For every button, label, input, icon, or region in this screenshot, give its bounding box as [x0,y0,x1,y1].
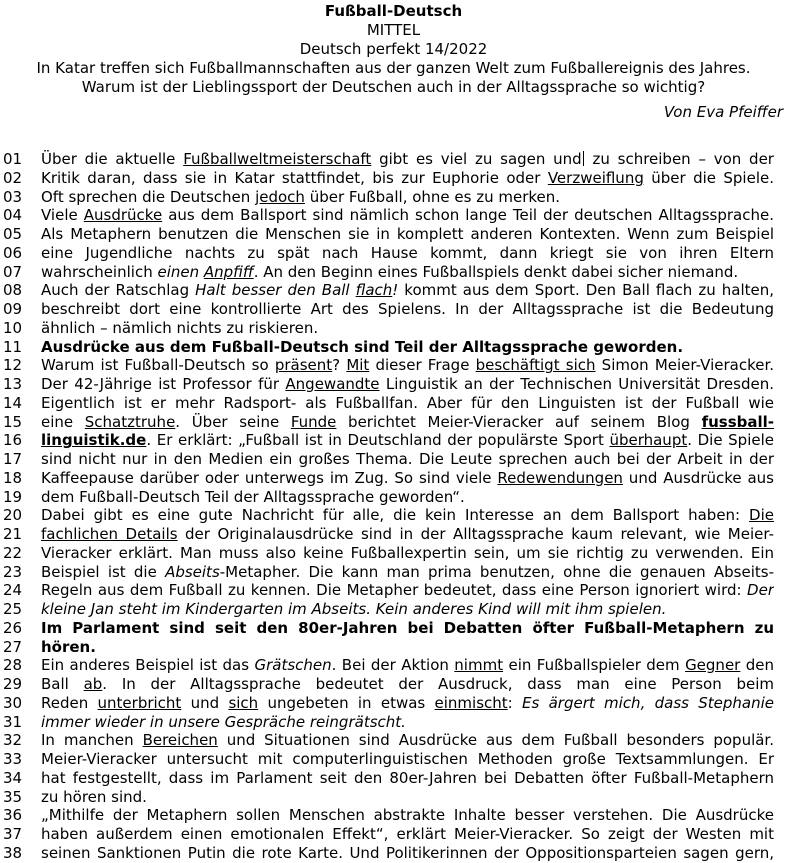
text-segment: Bereichen [142,731,218,750]
line-number: 26 [3,618,23,637]
text-segment: berichtet Meier-Vieracker auf seinem Blog [336,412,702,431]
line-number: 02 [3,168,23,187]
line-number: 29 [3,675,23,693]
line-text [41,825,774,844]
line-number: 08 [3,281,23,300]
line-number: 11 [3,337,23,356]
line-number: 05 [3,225,23,243]
text-segment: Warum ist Fußball-Deutsch so [41,356,275,375]
text-segment: hören. [41,637,96,656]
text-segment: fachlichen Details [41,525,178,543]
line-text [41,525,774,544]
line-number: 33 [3,750,23,768]
line-text [41,375,774,394]
text-line [0,713,787,732]
line-number: 01 [3,150,23,168]
text-line [0,300,787,319]
text-line [0,225,787,244]
text-segment: zu schreiben – von der [584,150,774,168]
line-text [41,225,774,244]
text-segment: Ausdrücke aus dem Fußball-Deutsch sind Teil der Alltagssprache geworden. [41,337,684,356]
article-title: Fußball-Deutsch [324,2,463,20]
text-cursor [583,151,584,166]
line-text [41,450,774,469]
text-segment: Angewandte [285,375,380,393]
text-segment: seinen Sanktionen Putin die rote Karte. Und Politikerinnen der Oppositionsparteien sagen gern, [41,843,774,862]
line-text [41,244,774,263]
text-segment: aus dem Ballsport sind nämlich schon lange Teil der deutschen Alltagssprache. [162,206,774,225]
line-number: 21 [3,525,23,543]
text-line [0,319,787,338]
text-segment: zu hören sind. [41,787,147,806]
text-segment: dem Fußball-Deutsch Teil der Alltagssprache geworden“. [41,487,465,506]
line-text [41,469,774,488]
line-number: 17 [3,450,23,468]
text-line [0,544,787,563]
text-segment: überhaupt [609,431,688,450]
text-segment: ? [332,356,347,375]
line-text [41,769,774,788]
text-line [0,488,787,507]
text-segment: der Originalausdrücke sind in der Alltagssprache kaum relevant, wie Meier- [177,525,774,543]
line-text [41,431,774,450]
text-line [0,788,787,807]
text-segment: linguistik.de [41,431,147,450]
text-segment: . Über seine [175,412,291,431]
text-line [0,281,787,300]
text-line [0,600,787,619]
line-number: 16 [3,431,23,450]
text-line [0,694,787,713]
text-segment: . Die Spiele [687,431,774,450]
text-line [0,619,787,638]
line-text [41,319,774,338]
text-segment: Ein anderes Beispiel ist das [41,656,255,675]
text-segment: Oft sprechen die Deutschen [41,187,256,206]
line-number: 20 [3,506,23,525]
text-segment: Linguistik an der Technischen Universität Dresden. [379,375,774,393]
text-segment: Funde [290,412,337,431]
text-line [0,769,787,788]
line-text [41,206,774,225]
line-number: 38 [3,843,23,862]
text-line [0,825,787,844]
line-text [41,806,774,825]
line-number: 37 [3,825,23,843]
text-segment: kommt aus dem Sport. Den Ball flach zu halten, [398,281,774,300]
line-number: 30 [3,693,23,712]
text-segment: fussball- [701,412,774,431]
line-number: 23 [3,562,23,581]
text-segment: unterbricht [97,693,182,712]
text-segment: Simon Meier-Vieracker. [595,356,774,375]
text-segment: Es ärgert mich, dass Stephanie [522,693,774,712]
text-segment: immer wieder in unsere Gespräche reingrätscht. [41,712,406,731]
text-line [0,675,787,694]
text-line [0,638,787,657]
text-line [0,525,787,544]
line-text [41,694,774,713]
text-segment: Eigentlich ist er mehr Radsport- als Fußballfan. Aber für den Linguisten ist der Fußball wie [41,393,774,412]
text-segment: sich [228,693,259,712]
text-segment: einmischt [434,693,508,712]
line-number: 04 [3,206,23,225]
text-segment: Abseits [165,562,220,581]
line-text [41,638,774,657]
text-segment: „Mithilfe der Metaphern sollen Menschen abstrakte Inhalte besser verstehen. Die Ausdrücke [41,806,774,825]
line-number: 36 [3,806,23,825]
text-segment: präsent [274,356,333,375]
text-segment: Kaffeepause darüber oder unterwegs im Zug. So sind viele [41,468,498,487]
lead-line-1: In Katar treffen sich Fußballmannschaften aus der ganzen Welt zum Fußballereignis des Jahres. [36,59,751,77]
line-number: 28 [3,656,23,675]
text-line [0,263,787,282]
line-number: 19 [3,487,23,506]
article-header [0,0,787,97]
text-line [0,656,787,675]
text-segment: Redewendungen [497,468,623,487]
text-segment: und Situationen sind Ausdrücke aus dem Fußball besonders populär. [217,731,774,750]
line-text [41,581,774,600]
line-text [41,281,774,300]
text-segment: über die Spiele. [643,168,774,187]
text-segment: Der 42-Jährige ist Professor für [41,375,286,393]
text-segment: Beispiel ist die [41,562,166,581]
line-text [41,731,774,750]
text-segment: gibt es viel zu sagen und [371,150,582,168]
article-body [0,150,787,863]
line-number: 35 [3,787,23,806]
text-line [0,731,787,750]
line-number: 27 [3,637,23,656]
line-text [41,600,774,619]
text-segment: Reden [41,693,98,712]
text-segment: In manchen [41,731,143,750]
line-text [41,713,774,732]
text-segment: Halt besser den Ball [195,281,356,300]
author-byline: Von Eva Pfeiffer [663,103,783,121]
text-line [0,206,787,225]
line-number: 12 [3,356,23,375]
text-segment: sind nicht nur in den Medien ein großes Thema. Die Leute sprechen auch bei der Arbeit in der [41,450,774,468]
line-text [41,750,774,769]
text-line [0,750,787,769]
text-line [0,581,787,600]
text-line [0,431,787,450]
text-segment: beschäftigt sich [475,356,596,375]
text-segment: Im Parlament sind seit den 80er-Jahren bei Debatten öfter Fußball-Metaphern zu [41,618,774,637]
text-segment: Die [749,506,774,525]
text-line [0,563,787,582]
line-text [41,563,774,582]
text-segment: haben außerdem einen emotionalen Effekt“, erklärt Meier-Vieracker. So zeigt der Westen mit [41,825,774,843]
source-label: Deutsch perfekt 14/2022 [299,40,488,58]
text-segment: beschreibt dort eine kontrollierte Art des Spielens. In der Alltagssprache ist die Bedeutung [41,300,774,318]
line-number: 24 [3,581,23,600]
line-text [41,506,774,525]
line-number: 10 [3,318,23,337]
text-segment: . An den Beginn eines Fußballspiels denkt dabei sicher niemand. [253,262,739,281]
text-segment: und [181,693,229,712]
line-number: 15 [3,412,23,431]
text-segment: dieser Frage [369,356,476,375]
text-line [0,150,787,169]
text-segment: Gegner [685,656,741,675]
text-segment: ein Fußballspieler dem [503,656,686,675]
line-number: 09 [3,300,23,318]
line-number: 06 [3,243,23,262]
line-number: 32 [3,731,23,750]
text-segment: eine Jugendliche nachts zu spät nach Hause kommt, dann kriegt sie von ihren Eltern [41,243,774,262]
line-text [41,413,774,432]
line-text [41,263,774,282]
text-segment: . In der Alltagssprache bedeutet der Ausdruck, dass man eine Person beim [102,675,774,693]
line-text [41,488,774,507]
text-segment: -Metapher. Die kann man prima benutzen, ohne die genauen Abseits- [219,562,774,581]
text-segment: Der [747,581,774,600]
line-number: 22 [3,543,23,562]
text-line [0,394,787,413]
text-segment: kleine Jan steht im Kindergarten im Abseits. Kein anderes Kind will mit ihm spielen. [41,600,667,618]
text-line [0,356,787,375]
text-segment: eine [41,412,85,431]
text-segment: Grätschen [254,656,332,675]
line-number: 31 [3,712,23,731]
text-line [0,469,787,488]
line-text [41,356,774,375]
text-segment: einen [157,262,204,281]
line-text [41,394,774,413]
text-segment: Meier-Vieracker untersucht mit computerlinguistischen Methoden große Textsammlungen. Er [41,750,774,768]
text-segment: ab [83,675,103,693]
text-segment: über Fußball, ohne es zu merken. [304,187,561,206]
text-segment: Mit [346,356,370,375]
text-segment: : [507,693,523,712]
text-segment: ähnlich – nämlich nichts zu riskieren. [41,318,319,337]
text-line [0,506,787,525]
line-number: 03 [3,187,23,206]
text-line [0,806,787,825]
line-text [41,188,774,207]
text-segment: flach [355,281,393,300]
line-text [41,300,774,319]
line-text [41,544,774,563]
lead-line-2: Warum ist der Lieblingssport der Deutschen auch in der Alltagssprache so wichtig? [81,78,706,96]
text-segment: und Ausdrücke aus [622,468,774,487]
text-line [0,450,787,469]
line-text [41,619,774,638]
line-number: 13 [3,375,23,393]
text-segment: Ball [41,675,84,693]
text-segment: Viele [41,206,84,225]
text-segment: Als Metaphern benutzen die Menschen sie in komplett anderen Kontexten. Wenn zum Beispiel [41,225,774,243]
line-text [41,844,774,863]
line-text [41,675,774,694]
text-segment: Kritik daran, dass sie in Katar stattfindet, bis zur Euphorie oder [41,168,548,187]
text-segment: ! [392,281,399,300]
text-segment: Vieracker erklärt. Man muss also keine Fußballexpertin sein, um sie richtig zu verwenden. Ein [41,543,774,562]
text-line [0,375,787,394]
text-segment: ungebeten in etwas [258,693,435,712]
line-number: 14 [3,393,23,412]
text-line [0,169,787,188]
line-number: 34 [3,768,23,787]
text-segment: . Bei der Aktion [331,656,455,675]
text-segment: Anpfiff [203,262,254,281]
text-segment: Schatztruhe [84,412,176,431]
text-line [0,244,787,263]
text-segment: wahrscheinlich [41,262,158,281]
line-number: 25 [3,600,23,618]
text-segment: Regeln aus dem Fußball zu kennen. Die Metapher bedeutet, dass eine Person ignoriert wird: [41,581,748,600]
line-number: 07 [3,262,23,281]
text-segment: Fußballweltmeisterschaft [183,150,372,168]
line-text [41,338,774,357]
text-line [0,413,787,432]
text-line [0,844,787,863]
text-segment: Auch der Ratschlag [41,281,196,300]
text-segment: Über die aktuelle [41,150,184,168]
text-line [0,188,787,207]
text-segment: jedoch [255,187,305,206]
line-text [41,656,774,675]
line-number: 18 [3,468,23,487]
text-segment: Dabei gibt es eine gute Nachricht für alle, die kein Interesse an dem Ballsport haben: [41,506,750,525]
line-text [41,788,774,807]
line-text [41,150,774,169]
text-segment: Verzweiflung [547,168,644,187]
text-segment: hat festgestellt, dass im Parlament seit den 80er-Jahren bei Debatten öfter Fußball-Metaphern [41,768,774,787]
text-segment: . Er erklärt: „Fußball ist in Deutschland der populärste Sport [146,431,610,450]
text-segment: Ausdrücke [83,206,163,225]
level-label: MITTEL [366,21,421,39]
text-segment: den [740,656,774,675]
text-segment: nimmt [454,656,504,675]
text-line [0,338,787,357]
line-text [41,169,774,188]
